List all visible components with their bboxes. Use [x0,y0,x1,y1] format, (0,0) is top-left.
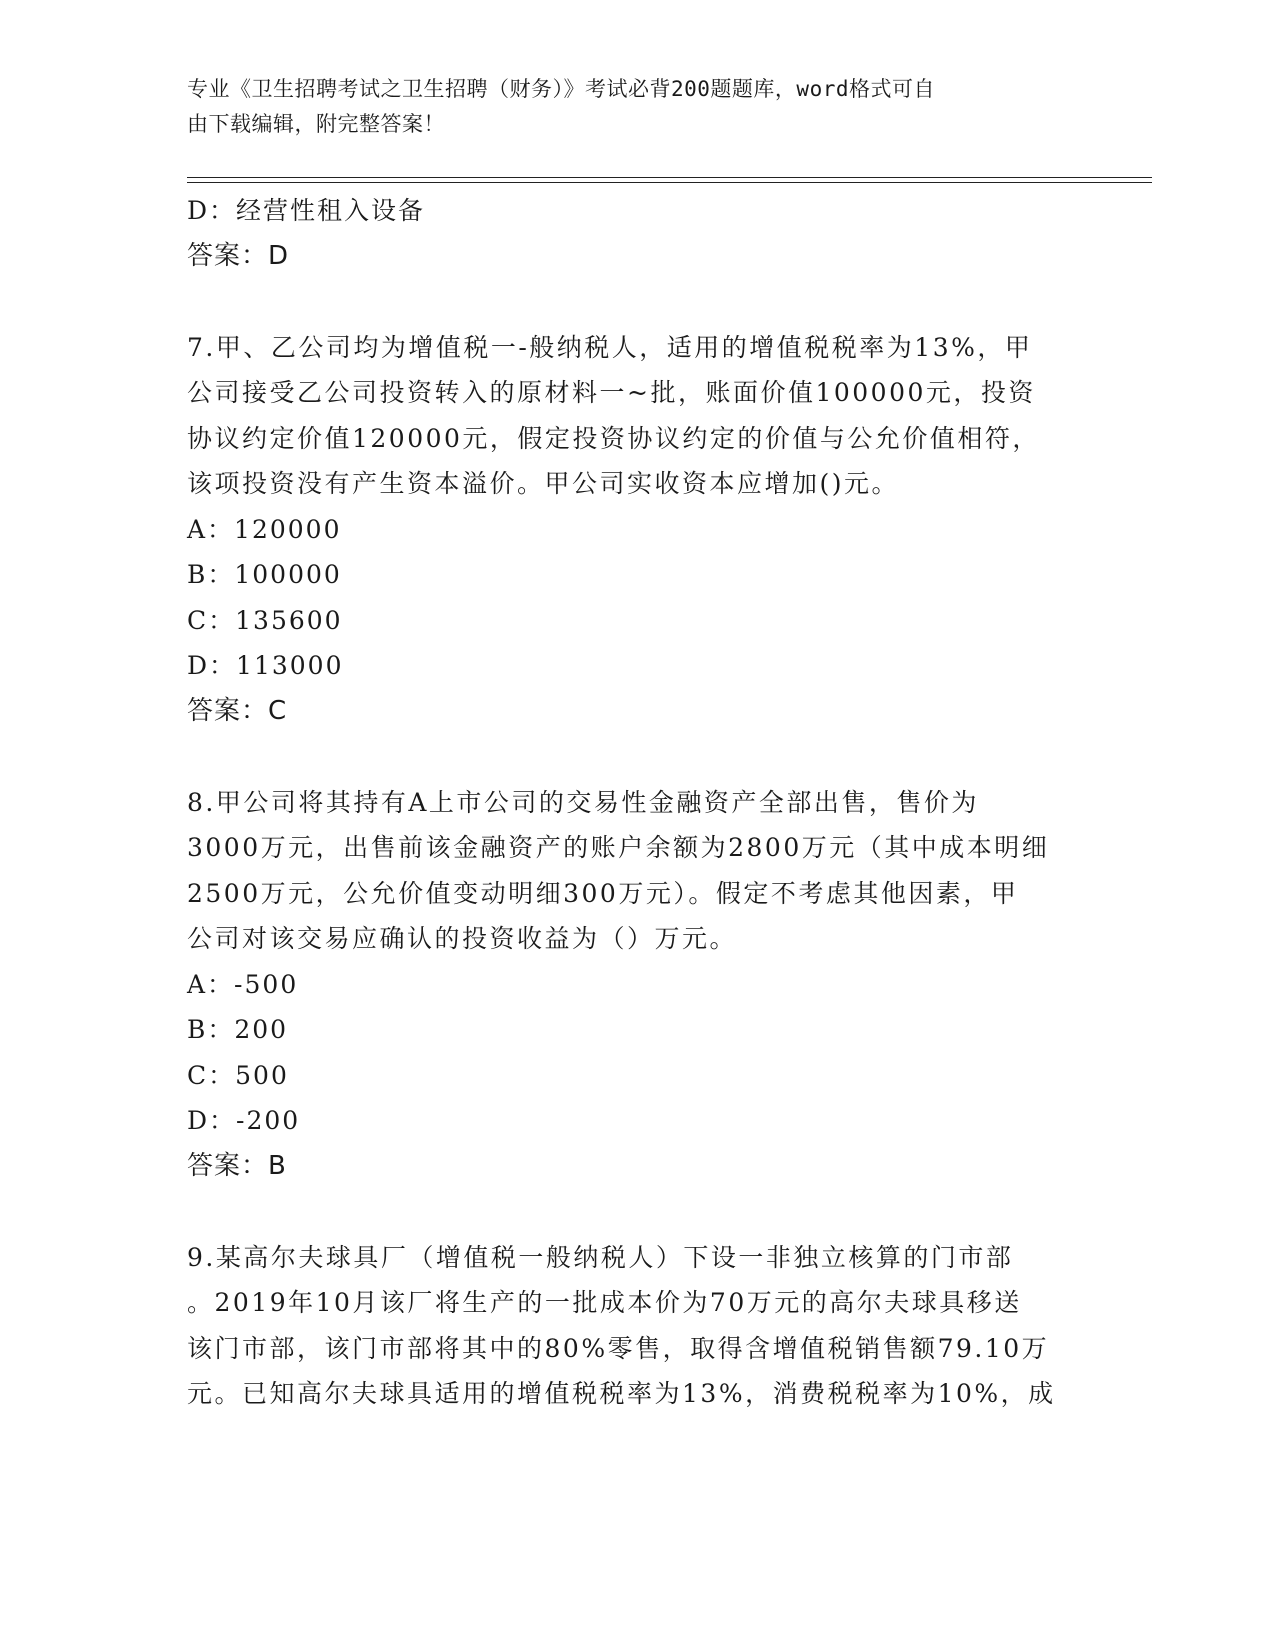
question-7-option-b: B：100000 [187,560,342,589]
question-7-option-c: C：135600 [187,605,343,635]
document-header [187,72,1067,142]
question-8-line: 2500万元，公允价值变动明细300万元）。假定不考虑其他因素，甲 [187,878,1019,908]
question-8-line: 3000万元，出售前该金融资产的账户余额为2800万元（其中成本明细 [187,833,1050,862]
question-9-line: 。2019年10月该厂将生产的一批成本价为70万元的高尔夫球具移送 [187,1288,1022,1317]
question-9-line: 9.某高尔夫球具厂（增值税一般纳税人）下设一非独立核算的门市部 [187,1242,1014,1272]
question-8-option-d: D：-200 [187,1106,301,1135]
question-7-line: 7.甲、乙公司均为增值税一-般纳税人，适用的增值税税率为13%，甲 [187,332,1033,362]
document-body [187,188,1087,1417]
question-7-line: 协议约定价值120000元，假定投资协议约定的价值与公允价值相符， [187,423,1040,453]
question-7-option-a: A：120000 [187,514,342,544]
header-line-2: 由下载编辑，附完整答案！ [187,112,445,136]
header-line-1: 专业《卫生招聘考试之卫生招聘（财务）》考试必背200题题库，word格式可自 [187,77,935,101]
question-8-line: 8.甲公司将其持有A上市公司的交易性金融资产全部出售，售价为 [187,787,979,817]
question-8-option-b: B：200 [187,1015,289,1044]
question-8-line: 公司对该交易应确认的投资收益为（）万元。 [187,924,738,953]
question-8-option-c: C：500 [187,1060,289,1090]
spacer [187,279,1087,325]
spacer [187,734,1087,780]
question-7 [187,325,1087,507]
option-d: D：经营性租入设备 [187,196,426,225]
question-8 [187,780,1087,962]
question-7-line: 该项投资没有产生资本溢价。甲公司实收资本应增加()元。 [187,469,900,498]
header-divider-bottom [187,182,1152,183]
question-8-answer: 答案：B [187,1150,287,1181]
question-8-option-a: A：-500 [187,969,299,999]
question-7-option-d: D：113000 [187,651,344,680]
answer-line: 答案：D [187,240,290,271]
question-7-line: 公司接受乙公司投资转入的原材料一~批，账面价值100000元，投资 [187,378,1036,407]
spacer [187,1189,1087,1235]
question-9-line: 元。已知高尔夫球具适用的增值税税率为13%，消费税税率为10%，成 [187,1379,1056,1408]
question-7-answer: 答案：C [187,695,288,726]
question-9 [187,1235,1087,1417]
question-9-line: 该门市部，该门市部将其中的80%零售，取得含增值税销售额79.10万 [187,1333,1050,1363]
header-divider-top [187,177,1152,178]
